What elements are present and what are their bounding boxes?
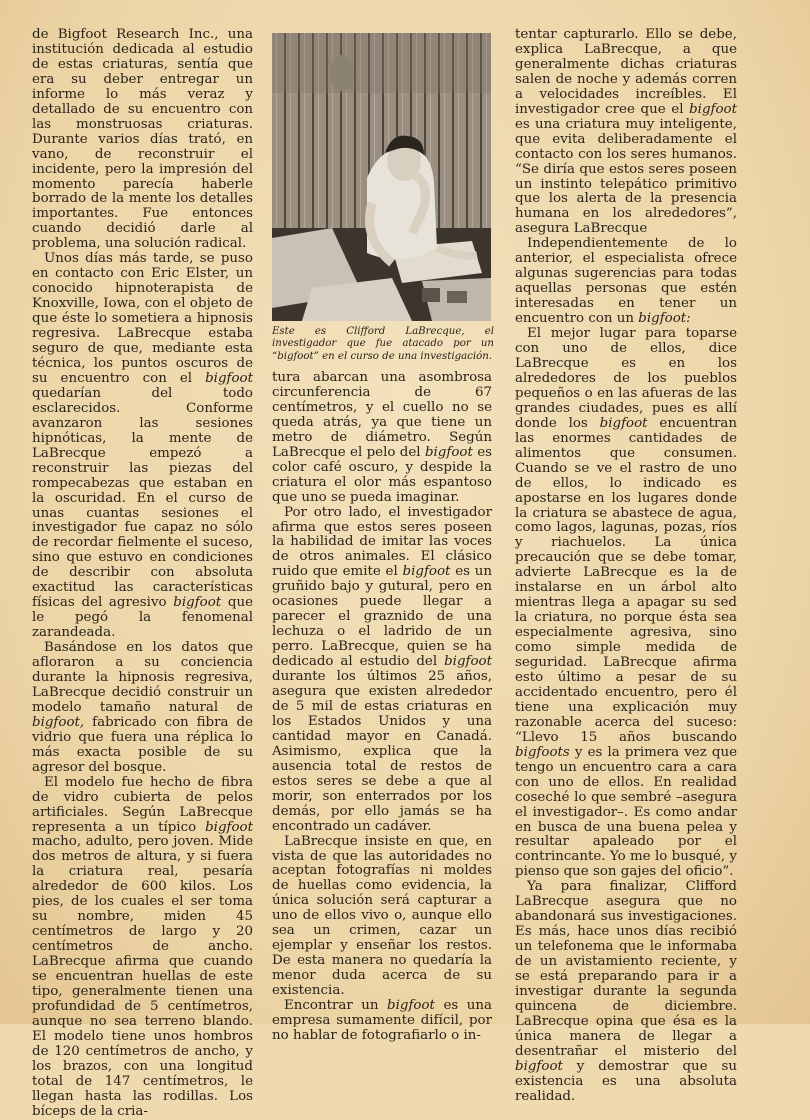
paragraph: El mejor lugar para toparse con uno de ellos, dice LaBrecque es en los alrededores de los pueblos pequeños o en las afueras de las grandes ciudades, pues es allí donde los bigfoot encuentran las enormes cantidades de alimentos que consumen. Cuando se ve el rastro de uno de ellos, lo indicado es apostarse en los lugares donde la criatura se abastece de agua, como lagos, lagunas, pozas, ríos y riachuelos. La única precaución que se debe tomar, advierte LaBrecque es la de instalarse en un árbol alto mientras llega a apagar su sed la criatura, no porque ésta sea especialmente agresiva, sino como simple medida de seguridad. LaBrecque afirma esto último a pesar de su accidentado encuentro, pero él tiene una explicación muy razonable acerca del suceso: “Llevo 15 años buscando bigfoots y es la primera vez que tengo un encuentro cara a cara con uno de ellos. En realidad coseché lo que sembré –asegura el investigador–. Es como andar en busca de una buena pelea y resultar apaleado por el contrincante. Yo me lo busqué, y pienso que son gajes del oficio”. <box>515 326 738 880</box>
photo-caption: Este es Clifford LaBrecque, el investigador que fue atacado por un “bigfoot” en el curso de una investigación. <box>272 326 494 362</box>
photo-illustration <box>272 33 491 321</box>
paragraph: Independientemente de lo anterior, el especialista ofrece algunas sugerencias para todas aquellas personas que estén interesadas en tener un encuentro con un bigfoot: <box>515 236 737 327</box>
paragraph: Unos días más tarde, se puso en contacto con Eric Elster, un conocido hipnoterapista de Knoxville, Iowa, con el objeto de que éste lo sometiera a hipnosis regresiva. LaBrecque estaba seguro de que, mediante esta técnica, los puntos oscuros de su encuentro con el bigfoot quedarían del todo esclarecidos. Conforme avanzaron las sesiones hipnóticas, la mente de LaBrecque empezó a reconstruir las piezas del rompecabezas que estaban en la oscuridad. En el curso de unas cuantas sesiones el investigador fue capaz no sólo de recordar fielmente el suceso, sino que estuvo en condiciones de describir con absoluta exactitud las características físicas del agresivo bigfoot que le pegó la fenomenal zarandeada. <box>32 251 253 641</box>
paragraph: El modelo fue hecho de fibra de vidro cubierta de pelos artificiales. Según LaBrecque representa a un típico bigfoot macho, adulto, pero joven. Mide dos metros de altura, y si fuera la criatura real, pesaría alrededor de 600 kilos. Los pies, de los cuales el ser toma su nombre, miden 45 centímetros de largo y 20 centímetros de ancho. LaBrecque afirma que cuando se encuentran huellas de este tipo, generalmente tienen una profundidad de 5 centímetros, aunque no sea terreno blando. El modelo tiene unos hombros de 120 centímetros de ancho, y los brazos, con una longitud total de 147 centímetros, le llegan hasta las rodillas. Los bíceps de la cria- <box>32 774 253 1119</box>
text-column-middle <box>272 371 492 1044</box>
paragraph: de Bigfoot Research Inc., una institución dedicada al estudio de estas criaturas, sentía que era su deber entregar un informe lo más veraz y detallado de su encuentro con las monstruosas criaturas. Durante varios días trató, en vano, de reconstruir el incidente, pero la impresión del momento parecía haberle borrado de la mente los detalles importantes. Fue entonces cuando decidió darle al problema, una solución radical. <box>32 27 253 252</box>
paragraph: LaBrecque insiste en que, en vista de que las autoridades no aceptan fotografías ni moldes de huellas como evidencia, la única solución será capturar a uno de ellos vivo o, aunque ello sea un crimen, cazar un ejemplar y enseñar los restos. De esta manera no quedaría la menor duda acerca de su existencia. <box>272 833 492 999</box>
paragraph: Encontrar un bigfoot es una empresa sumamente difícil, por no hablar de fotografiarlo o in- <box>272 998 492 1043</box>
text-column-left <box>32 28 253 1120</box>
paragraph: tura abarcan una asombrosa circunferencia de 67 centímetros, y el cuello no se queda atrás, ya que tiene un metro de diámetro. Según LaBrecque el pelo del bigfoot es color café oscuro, y despide la criatura el olor más espantoso que uno se pueda imaginar. <box>272 370 493 505</box>
paragraph: Por otro lado, el investigador afirma que estos seres poseen la habilidad de imitar las voces de otros animales. El clásico ruido que emite el bigfoot es un gruñido bajo y gutural, pero en ocasiones puede llegar a parecer el graznido de una lechuza o el ladrido de un perro. LaBrecque, quien se ha dedicado al estudio del bigfoot durante los últimos 25 años, asegura que existen alrededor de 5 mil de estas criaturas en los Estados Unidos y una cantidad mayor en Canadá. Asimismo, explica que la ausencia total de restos de estos seres se debe a que al morir, son enterrados por los demás, por ello jamás se ha encontrado un cadáver. <box>272 504 492 834</box>
paragraph: Basándose en los datos que afloraron a su conciencia durante la hipnosis regresiva, LaBrecque decidió construir un modelo tamaño natural de bigfoot, fabricado con fibra de vidrio que fuera una réplica lo más exacta posible de su agresor del bosque. <box>32 640 253 775</box>
photo-clifford-labrecque <box>272 33 491 321</box>
paragraph: Ya para finalizar, Clifford LaBrecque asegura que no abandonará sus investigaciones. Es más, hace unos días recibió un telefonema que le informaba de un avistamiento reciente, y se está preparando para ir a investigar durante la segunda quincena de diciembre. LaBrecque opina que ésa es la única manera de llegar a desentrañar el misterio del bigfoot y demostrar que su existencia es una absoluta realidad. <box>515 879 737 1104</box>
text-column-right <box>515 28 737 1105</box>
paragraph: tentar capturarlo. Ello se debe, explica LaBrecque, a que generalmente dichas criaturas salen de noche y además corren a velocidades increíbles. El investigador cree que el bigfoot es una criatura muy inteligente, que evita deliberadamente el contacto con los seres humanos. “Se diría que estos seres poseen un instinto telepático primitivo que los alerta de la presencia humana en los alrededores”, asegura LaBrecque <box>515 27 737 237</box>
